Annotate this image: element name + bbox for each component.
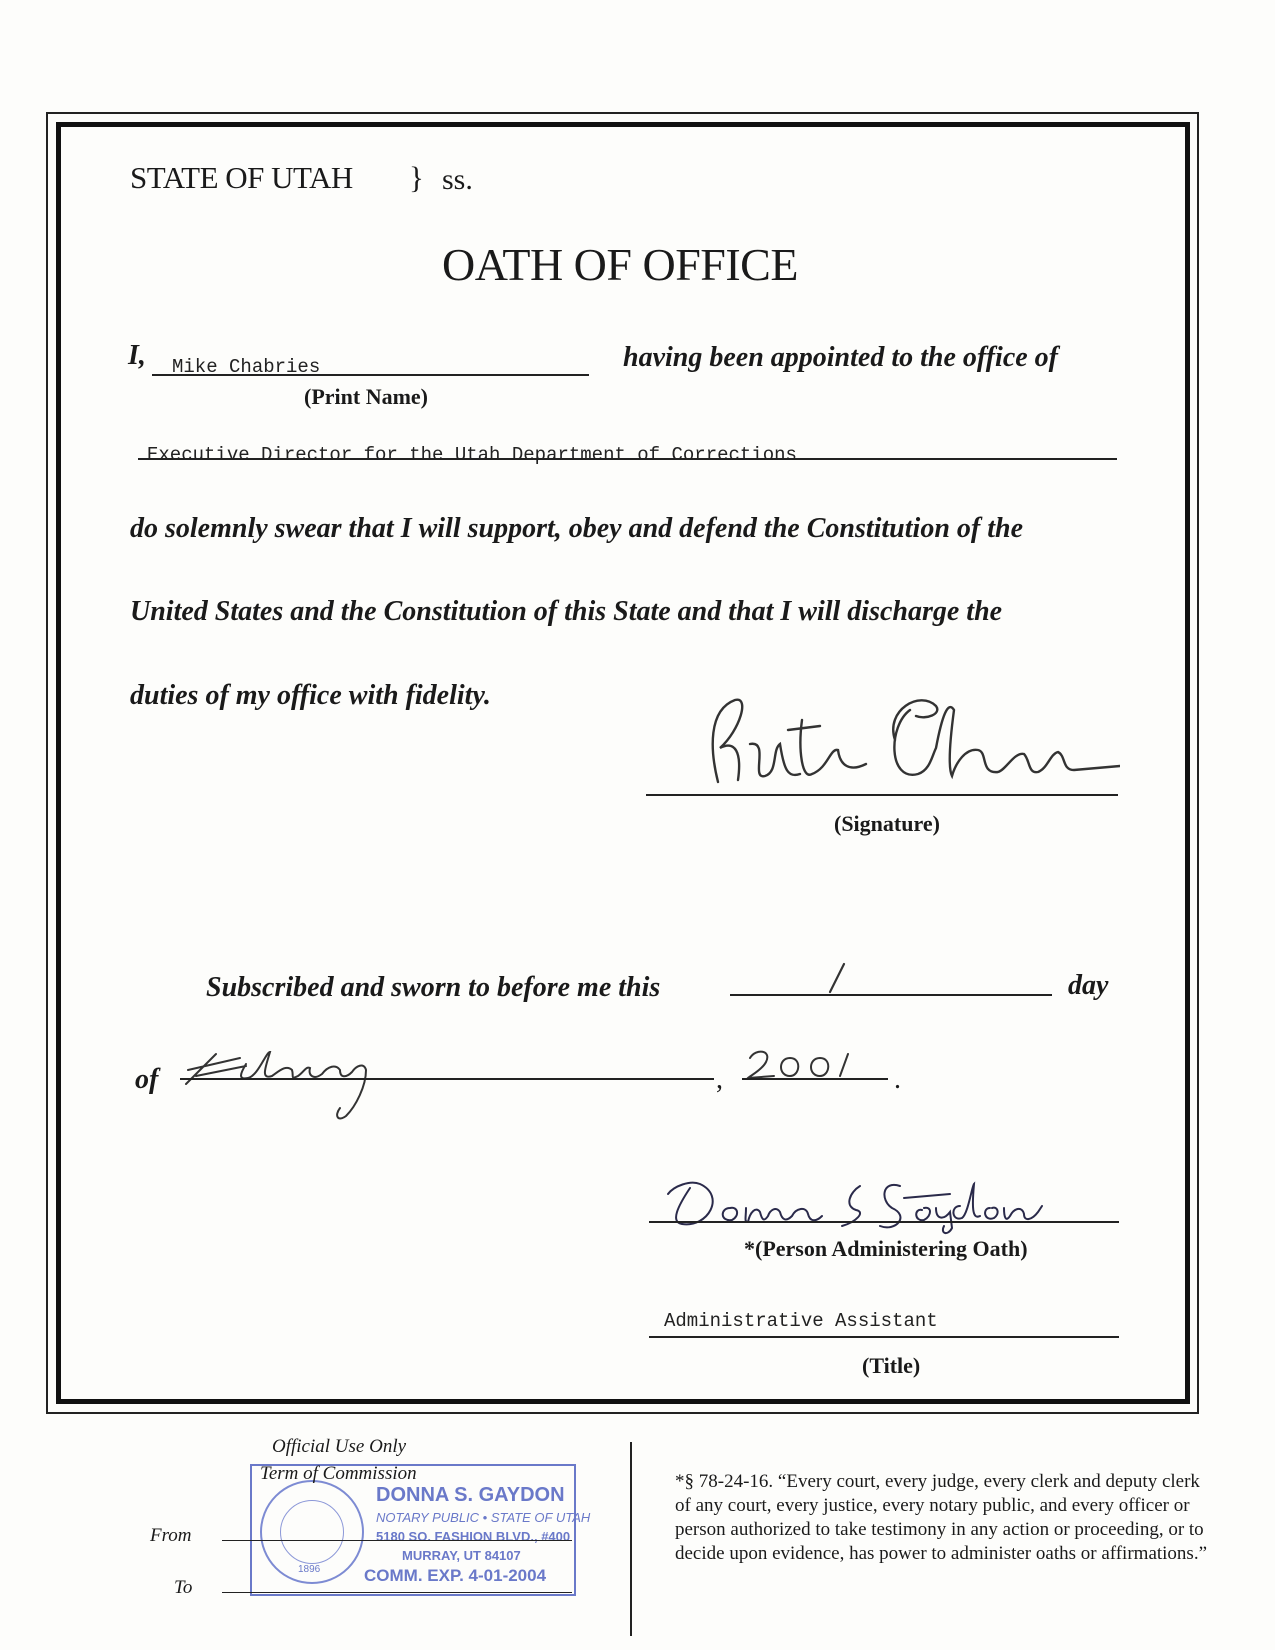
official-use-heading: Official Use Only	[272, 1436, 407, 1457]
print-name-caption: (Print Name)	[304, 384, 429, 409]
administrator-signature-line	[649, 1221, 1119, 1223]
from-label: From	[150, 1525, 192, 1546]
day-handwritten	[822, 960, 852, 996]
i-prefix: I,	[128, 340, 146, 371]
signature-caption: (Signature)	[834, 811, 940, 836]
office-value: Executive Director for the Utah Department of Corrections	[147, 444, 797, 466]
subscribed-text: Subscribed and sworn to before me this	[206, 972, 661, 1003]
page-title: OATH OF OFFICE	[442, 239, 798, 290]
period: .	[894, 1064, 901, 1095]
notary-line-5: COMM. EXP. 4-01-2004	[364, 1566, 547, 1585]
print-name-line	[152, 374, 589, 376]
notary-name: DONNA S. GAYDON	[376, 1484, 565, 1506]
ss-label: ss.	[442, 163, 473, 196]
oath-line-2: United States and the Constitution of this State and that I will discharge the	[130, 596, 1003, 627]
seal-year: 1896	[298, 1564, 321, 1575]
of-label: of	[135, 1064, 159, 1095]
signature-scribble	[680, 690, 1120, 800]
to-label: To	[174, 1577, 193, 1598]
notary-line-2: NOTARY PUBLIC • STATE OF UTAH	[376, 1510, 591, 1525]
year-line	[742, 1078, 888, 1080]
brace: }	[409, 160, 424, 195]
administrator-signature-scribble	[660, 1176, 1090, 1236]
comma: ,	[716, 1064, 723, 1095]
term-of-commission: Term of Commission	[260, 1463, 417, 1484]
month-line	[180, 1078, 714, 1080]
day-line	[730, 994, 1052, 996]
from-line	[222, 1540, 572, 1541]
administrator-title-value: Administrative Assistant	[664, 1310, 938, 1332]
statute-text: *§ 78-24-16. “Every court, every judge, every clerk and deputy clerk of any court, every justice, every notary public, and every officer or person authorized to take testimony in any action or proceeding, or to decide upon evidence, has power to administer oaths or affirmations.”	[675, 1471, 1208, 1564]
office-line	[138, 458, 1117, 460]
print-name-value: Mike Chabries	[172, 356, 321, 378]
notary-line-3: 5180 SO. FASHION BLVD., #400	[376, 1529, 571, 1544]
title-caption: (Title)	[862, 1353, 921, 1378]
state-heading: STATE OF UTAH	[130, 160, 353, 195]
day-label: day	[1068, 970, 1109, 1001]
notary-line-4: MURRAY, UT 84107	[402, 1548, 521, 1563]
footer-divider	[630, 1442, 632, 1636]
signature-line	[646, 794, 1118, 796]
year-handwritten	[744, 1046, 884, 1082]
administrator-caption: *(Person Administering Oath)	[744, 1236, 1028, 1261]
appointed-text: having been appointed to the office of	[623, 342, 1058, 373]
title-line	[649, 1336, 1119, 1338]
to-line	[222, 1592, 572, 1593]
state-seal-icon	[260, 1480, 364, 1584]
oath-line-1: do solemnly swear that I will support, obey and defend the Constitution of the	[130, 513, 1023, 544]
month-handwritten	[180, 1046, 400, 1122]
oath-line-3: duties of my office with fidelity.	[130, 680, 491, 711]
